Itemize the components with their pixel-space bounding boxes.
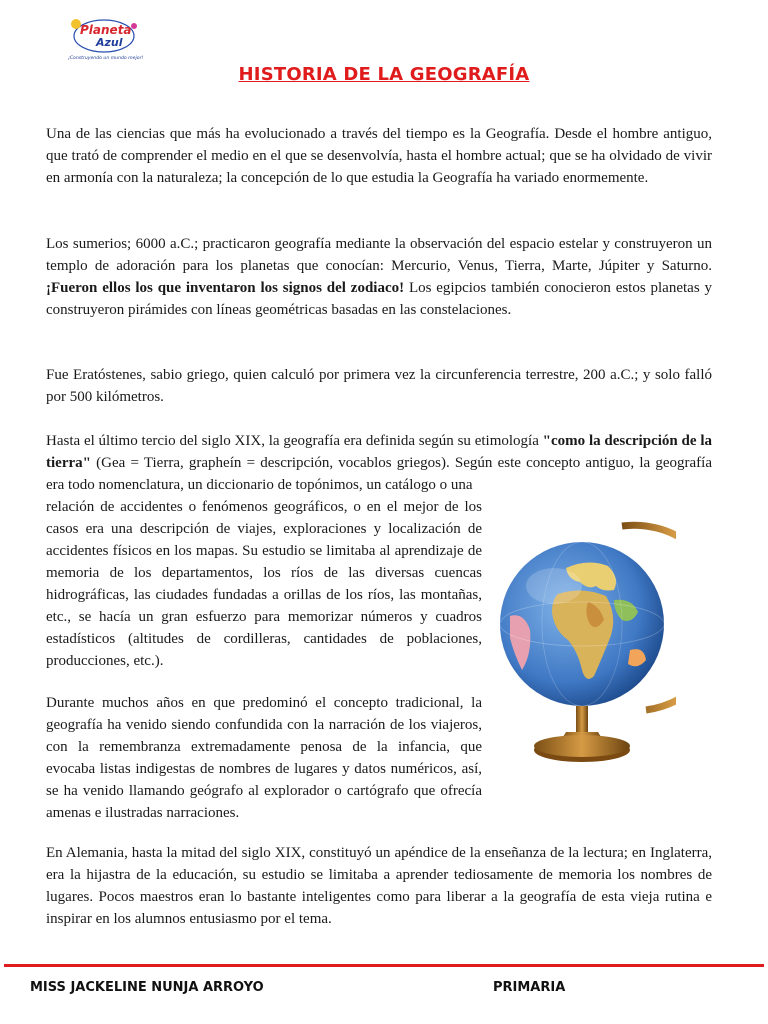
paragraph-text: Hasta el último tercio del siglo XIX, la geografía era definida según su etimología [46, 433, 543, 449]
paragraph-text: Fue Eratóstenes, sabio griego, quien calculó por primera vez la circunferencia terrestre, 200 a.C.; y solo falló por 500 kilómetros. [46, 367, 712, 405]
paragraph-text: relación de accidentes o fenómenos geográficos, o en el mejor de los casos era una descripción de viajes, exploraciones y localización de accidentes físicos en los mapas. Su estudio se limitaba al aprendizaje de memoria de los departamentos, los ríos de las diversas cuencas hidrográficas, las ciudades fundadas a orillas de los ríos, las montañas, etc., se hacía un gran esfuerzo para memorizar números y cuadros estadísticos (altitudes de cordilleras, cantidades de poblaciones, producciones, etc.). [46, 499, 482, 669]
svg-text:¡Construyendo un mundo mejor!: ¡Construyendo un mundo mejor! [68, 56, 144, 61]
paragraph-alemania [46, 842, 712, 930]
svg-text:Azul: Azul [96, 36, 123, 49]
paragraph-sumerios [46, 233, 712, 321]
paragraph-text: Una de las ciencias que más ha evolucionado a través del tiempo es la Geografía. Desde el hombre antiguo, que trató de comprender el medio en el que se desenvolvía, hasta el hombre actual; que se ha olvidado de vivir en armonía con la naturaleza; la concepción de lo que estudia la Geografía ha variado enormemente. [46, 126, 712, 186]
paragraph-emphasis: ¡Fueron ellos los que inventaron los signos del zodiaco! [46, 280, 405, 296]
paragraph-intro [46, 123, 712, 189]
planeta-azul-logo [64, 12, 148, 64]
paragraph-emphasis: "como la descripción de la tierra" [46, 433, 712, 471]
paragraph-text: Durante muchos años en que predominó el concepto tradicional, la geografía ha venido siendo confundida con la narración de los viajeros, con la remembranza extremadamente penosa de la infancia, que evocaba listas indigestas de nombres de lugares y datos numéricos, así, se ha venido llamando geógrafo al explorador o cartógrafo que ofrecía amenas e ilustradas narraciones. [46, 695, 482, 821]
paragraph-concepto-tradicional [46, 692, 482, 824]
paragraph-concepto-antiguo [46, 496, 482, 672]
globe-image [496, 520, 676, 766]
footer-author: MISS JACKELINE NUNJA ARROYO [30, 980, 264, 995]
svg-text:Planeta: Planeta [80, 23, 132, 37]
paragraph-siglo-xix [46, 430, 712, 496]
footer-level: PRIMARIA [493, 980, 566, 995]
footer-divider [4, 964, 764, 967]
page-title: HISTORIA DE LA GEOGRAFÍA [238, 64, 530, 85]
paragraph-text: (Gea = Tierra, grapheín = descripción, vocablos griegos). Según este concepto antiguo, la geografía era todo nomenclatura, un diccionario de topónimos, un catálogo o una [46, 455, 712, 493]
paragraph-text: Los egipcios también conocieron estos planetas y construyeron pirámides con líneas geométricas basadas en las constelaciones. [46, 280, 712, 318]
paragraph-text: Los sumerios; 6000 a.C.; practicaron geografía mediante la observación del espacio estelar y construyeron un templo de adoración para los planetas que conocían: Mercurio, Venus, Tierra, Marte, Júpiter y Saturno. [46, 236, 712, 274]
paragraph-text: En Alemania, hasta la mitad del siglo XIX, constituyó un apéndice de la enseñanza de la lectura; en Inglaterra, era la hijastra de la educación, su estudio se limitaba a aprender tediosamente de memoria los nombres de lugares. Pocos maestros eran lo bastante inteligentes como para liberar a la geografía de esta vieja rutina e inspirar en los alumnos entusiasmo por el tema. [46, 845, 712, 927]
paragraph-eratostenes [46, 364, 712, 408]
